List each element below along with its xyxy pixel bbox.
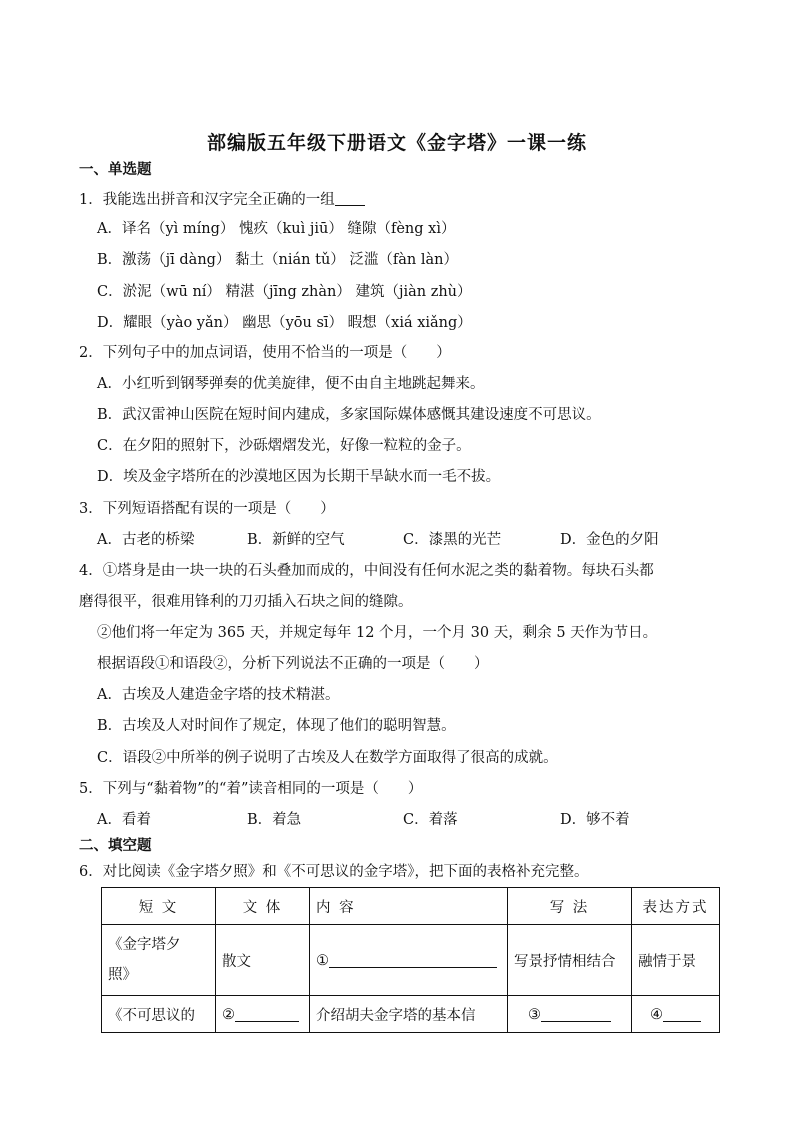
cell-essay-title bbox=[102, 925, 216, 996]
section-fill-blank: 二、填空题 bbox=[79, 837, 152, 854]
question-6-stem: 6．对比阅读《金字塔夕照》和《不可思议的金字塔》，把下面的表格补充完整。 bbox=[79, 864, 589, 880]
cell-content-blank[interactable] bbox=[310, 925, 508, 996]
comparison-table bbox=[101, 887, 720, 1033]
header-expression: 表达方式 bbox=[632, 888, 720, 925]
q2-option-d: D．埃及金字塔所在的沙漠地区因为长期干旱缺水而一毛不拔。 bbox=[97, 469, 501, 485]
blank-marker-2: ② bbox=[222, 1007, 235, 1023]
cell-content-2: 介绍胡夫金字塔的基本信 bbox=[310, 996, 508, 1033]
section-single-choice: 一、单选题 bbox=[79, 161, 152, 178]
q1-option-c: C．淤泥（wū ní） 精湛（jīng zhàn） 建筑（jiàn zhù） bbox=[97, 284, 472, 300]
blank-marker-4: ④ bbox=[650, 1007, 663, 1023]
q1-option-d: D．耀眼（yào yǎn） 幽思（yōu sī） 暇想（xiá xiǎng） bbox=[97, 315, 472, 331]
q5-option-a: A．看着 bbox=[97, 812, 151, 828]
question-4-passage-1-cont: 磨得很平，很难用锋利的刀刃插入石块之间的缝隙。 bbox=[79, 594, 413, 610]
q1-option-a: A．译名（yì míng） 愧疚（kuì jiū） 缝隙（fèng xì） bbox=[97, 221, 456, 237]
blank-marker-3: ③ bbox=[528, 1007, 541, 1023]
cell-genre-blank[interactable] bbox=[216, 996, 310, 1033]
answer-blank-1[interactable] bbox=[329, 951, 497, 968]
question-2-stem: 2．下列句子中的加点词语，使用不恰当的一项是（ ） bbox=[79, 345, 451, 361]
q2-option-c: C．在夕阳的照射下，沙砾熠熠发光，好像一粒粒的金子。 bbox=[97, 438, 471, 454]
q1-option-b: B．激荡（jī dàng） 黏土（nián tǔ） 泛滥（fàn làn） bbox=[97, 252, 458, 268]
header-essay: 短 文 bbox=[102, 888, 216, 925]
q2-option-a: A．小红听到钢琴弹奏的优美旋律，便不由自主地跳起舞来。 bbox=[97, 376, 485, 392]
cell-genre: 散文 bbox=[216, 925, 310, 996]
question-1-stem: 1．我能选出拼音和汉字完全正确的一组 bbox=[79, 192, 335, 208]
answer-blank-2[interactable] bbox=[235, 1005, 299, 1022]
q3-option-c: C．漆黑的光芒 bbox=[403, 532, 502, 548]
question-4-passage-2: ②他们将一年定为 365 天，并规定每年 12 个月，一个月 30 天，剩余 5 天作为节日。 bbox=[97, 625, 658, 641]
cell-essay-title-line1: 《金字塔夕 bbox=[108, 937, 181, 953]
blank-marker-1: ① bbox=[316, 953, 329, 969]
q4-option-b: B．古埃及人对时间作了规定，体现了他们的聪明智慧。 bbox=[97, 718, 456, 734]
question-5-stem: 5．下列与“黏着物”的“着”读音相同的一项是（ ） bbox=[79, 781, 423, 797]
question-3-stem: 3．下列短语搭配有误的一项是（ ） bbox=[79, 501, 335, 517]
q3-option-d: D．金色的夕阳 bbox=[560, 532, 659, 548]
header-content: 内 容 bbox=[310, 888, 508, 925]
header-genre: 文 体 bbox=[216, 888, 310, 925]
cell-method-blank[interactable] bbox=[508, 996, 632, 1033]
answer-blank[interactable] bbox=[335, 191, 365, 206]
question-1 bbox=[79, 190, 365, 210]
q3-option-a: A．古老的桥梁 bbox=[97, 532, 195, 548]
q5-option-c: C．着落 bbox=[403, 812, 458, 828]
cell-method: 写景抒情相结合 bbox=[508, 925, 632, 996]
q5-option-d: D．够不着 bbox=[560, 812, 630, 828]
cell-expression-blank[interactable] bbox=[632, 996, 720, 1033]
q4-option-a: A．古埃及人建造金字塔的技术精湛。 bbox=[97, 687, 340, 703]
cell-essay-title-2: 《不可思议的 bbox=[102, 996, 216, 1033]
table-header-row bbox=[102, 888, 720, 925]
page-title: 部编版五年级下册语文《金字塔》一课一练 bbox=[206, 132, 587, 154]
cell-essay-title-line2: 照》 bbox=[108, 967, 137, 983]
question-4-stem: 根据语段①和语段②，分析下列说法不正确的一项是（ ） bbox=[97, 656, 489, 672]
q5-option-b: B．着急 bbox=[247, 812, 302, 828]
question-4-passage-1: 4．①塔身是由一块一块的石头叠加而成的，中间没有任何水泥之类的黏着物。每块石头都 bbox=[79, 563, 654, 579]
table-row bbox=[102, 996, 720, 1033]
answer-blank-4[interactable] bbox=[663, 1005, 701, 1022]
q4-option-c: C．语段②中所举的例子说明了古埃及人在数学方面取得了很高的成就。 bbox=[97, 750, 558, 766]
q2-option-b: B．武汉雷神山医院在短时间内建成，多家国际媒体感慨其建设速度不可思议。 bbox=[97, 407, 601, 423]
cell-expression: 融情于景 bbox=[632, 925, 720, 996]
answer-blank-3[interactable] bbox=[541, 1005, 611, 1022]
q3-option-b: B．新鲜的空气 bbox=[247, 532, 345, 548]
table-row bbox=[102, 925, 720, 996]
header-method: 写 法 bbox=[508, 888, 632, 925]
